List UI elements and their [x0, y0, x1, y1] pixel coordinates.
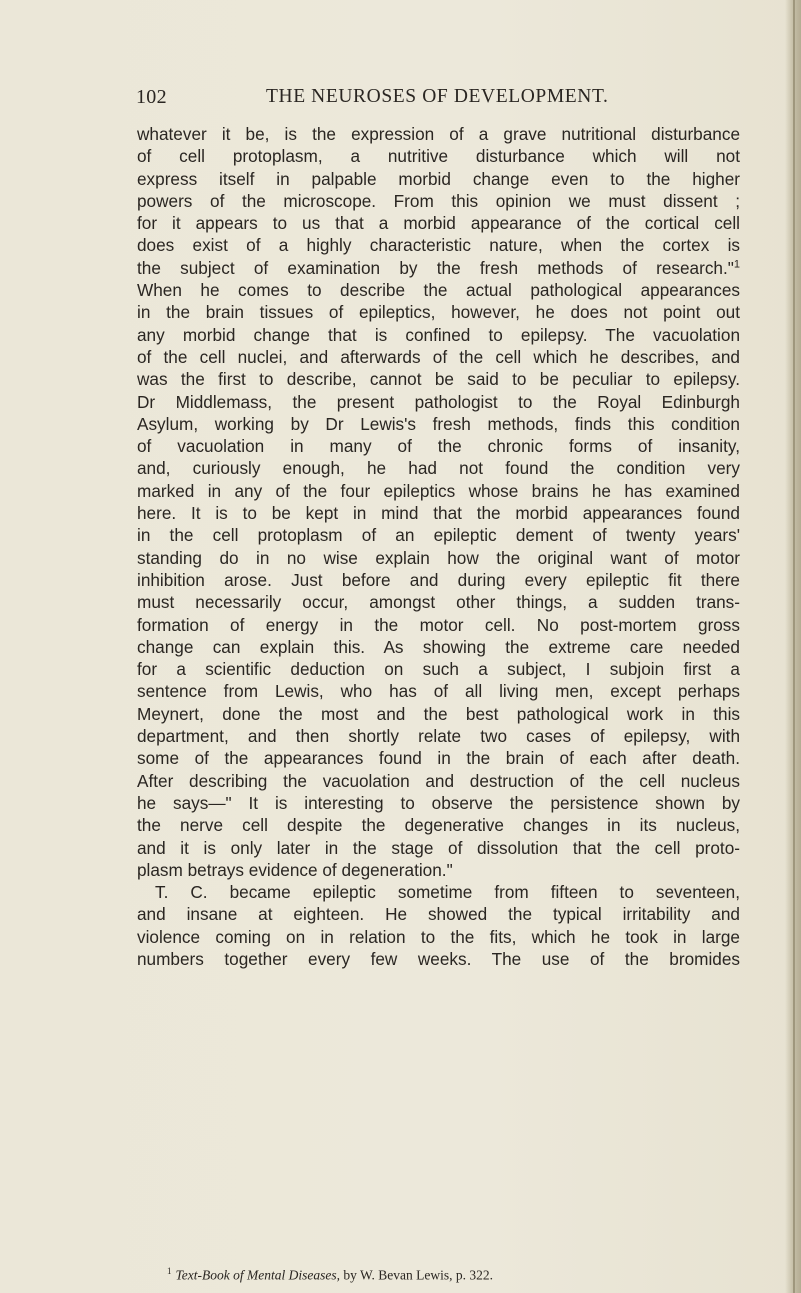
text-line: and, curiously enough, he had not found the condition very — [137, 458, 740, 479]
text-line: of the cell nuclei, and afterwards of the cell which he describes, and — [137, 346, 740, 367]
text-line: inhibition arose. Just before and during every epileptic fit there — [137, 569, 740, 590]
running-head — [136, 86, 766, 114]
text-line: of cell protoplasm, a nutritive disturbance which will not — [137, 146, 740, 167]
text-line: formation of energy in the motor cell. No post-mortem gross — [137, 614, 740, 635]
text-line: Dr Middlemass, the present pathologist to the Royal Edinburgh — [137, 391, 740, 412]
text-line: T. C. became epileptic sometime from fifteen to seventeen, — [155, 882, 740, 903]
text-line: some of the appearances found in the brain of each after death. — [137, 748, 740, 769]
text-line — [137, 257, 740, 279]
body-text — [137, 123, 740, 970]
text-line: the nerve cell despite the degenerative changes in its nucleus, — [137, 815, 740, 836]
text-line: express itself in palpable morbid change even to the higher — [137, 168, 740, 189]
text-line: sentence from Lewis, who has of all living men, except perhaps — [137, 681, 740, 702]
page-number: 102 — [136, 86, 167, 108]
text-line: plasm betrays evidence of degeneration." — [137, 859, 453, 880]
text-line: After describing the vacuolation and destruction of the cell nucleus — [137, 770, 740, 791]
text-line: marked in any of the four epileptics whose brains he has examined — [137, 480, 740, 501]
page-edge-line — [793, 0, 795, 1293]
text-line: and insane at eighteen. He showed the typical irritability and — [137, 904, 740, 925]
footnote-reference: 1 — [733, 258, 740, 271]
text-line: change can explain this. As showing the extreme care needed — [137, 636, 740, 657]
text-line: violence coming on in relation to the fits, which he took in large — [137, 926, 740, 947]
running-title: THE NEUROSES OF DEVELOPMENT. — [266, 86, 609, 107]
footnote — [137, 1262, 740, 1285]
text-line: any morbid change that is confined to epilepsy. The vacuolation — [137, 324, 740, 345]
text-line: Asylum, working by Dr Lewis's fresh methods, finds this condition — [137, 413, 740, 434]
text-line: in the cell protoplasm of an epileptic dement of twenty years' — [137, 525, 740, 546]
text-line: department, and then shortly relate two cases of epilepsy, with — [137, 726, 740, 747]
text-line: and it is only later in the stage of dissolution that the cell proto- — [137, 837, 740, 858]
text-line: of vacuolation in many of the chronic forms of insanity, — [137, 436, 740, 457]
text-line: he says—" It is interesting to observe the persistence shown by — [137, 792, 740, 813]
text-line: for a scientific deduction on such a subject, I subjoin first a — [137, 659, 740, 680]
footnote-mark: 1 — [167, 1266, 172, 1276]
text-line: was the first to describe, cannot be said to be peculiar to epilepsy. — [137, 369, 740, 390]
text-line: must necessarily occur, amongst other things, a sudden trans- — [137, 592, 740, 613]
text-line: standing do in no wise explain how the original want of motor — [137, 547, 740, 568]
text-line: numbers together every few weeks. The use of the bromides — [137, 948, 740, 969]
text-line: does exist of a highly characteristic nature, when the cortex is — [137, 235, 740, 256]
footnote-book-title: Text-Book of Mental Diseases, — [175, 1267, 340, 1283]
text-line: here. It is to be kept in mind that the morbid appearances found — [137, 503, 740, 524]
footnote-citation: by W. Bevan Lewis, p. 322. — [343, 1267, 493, 1283]
text-line: Meynert, done the most and the best pathological work in this — [137, 703, 740, 724]
text-line-content: the subject of examination by the fresh methods of research." — [137, 257, 734, 278]
text-line: in the brain tissues of epileptics, however, he does not point out — [137, 302, 740, 323]
text-line: whatever it be, is the expression of a grave nutritional disturbance — [137, 124, 740, 144]
text-line: powers of the microscope. From this opinion we must dissent ; — [137, 190, 740, 211]
text-line: for it appears to us that a morbid appearance of the cortical cell — [137, 213, 740, 234]
text-line: When he comes to describe the actual pathological appearances — [137, 280, 740, 301]
